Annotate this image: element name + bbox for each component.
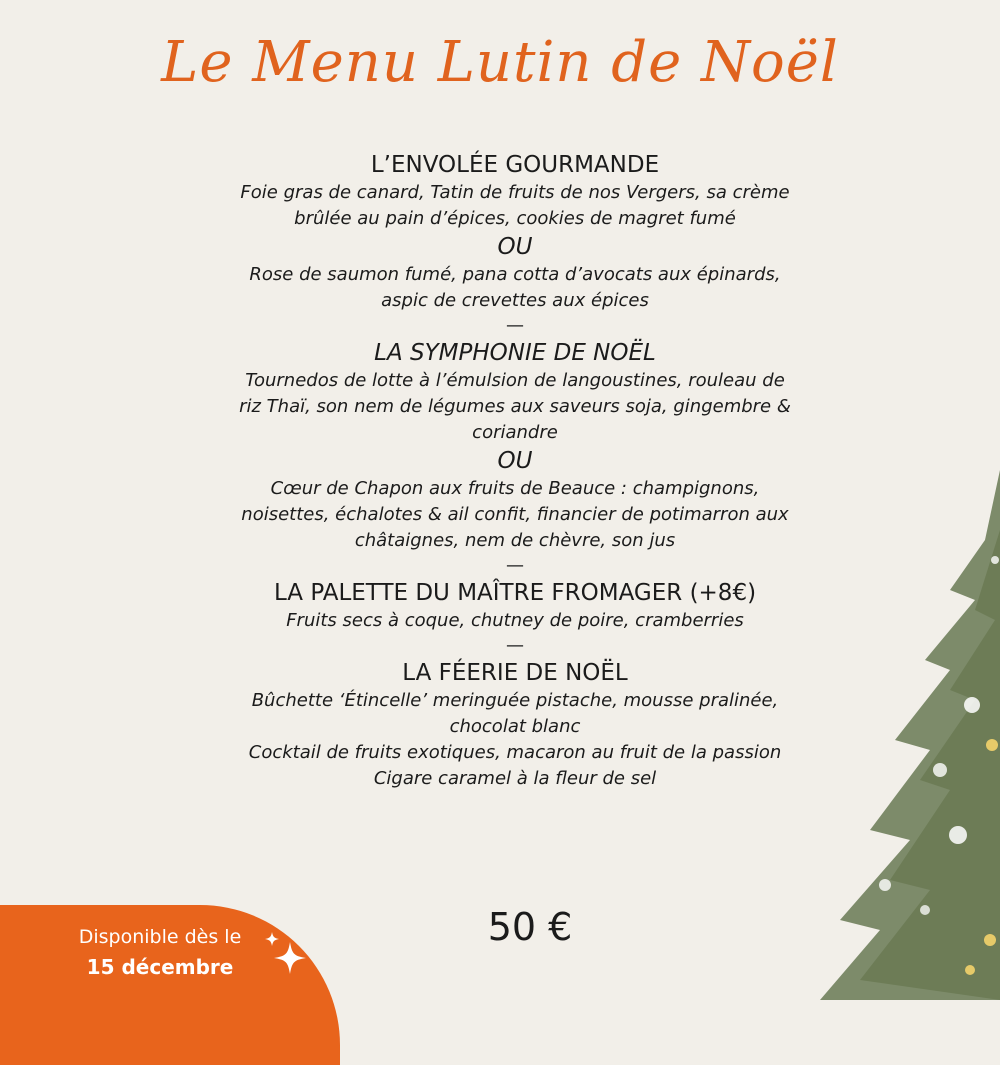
dessert-line: Cocktail de fruits exotiques, macaron au fruit de la passion: [248, 742, 782, 763]
plat-option1-line: Tournedos de lotte à l’émulsion de langoustines, rouleau de: [245, 370, 785, 391]
menu-price: 50 €: [487, 905, 573, 949]
course-heading-plat: LA SYMPHONIE DE NOËL: [374, 340, 656, 366]
menu-content: [200, 150, 830, 792]
separator: —: [506, 555, 524, 576]
plat-option1-line: riz Thaï, son nem de légumes aux saveurs soja, gingembre &: [239, 396, 791, 417]
entree-option2-line: aspic de crevettes aux épices: [381, 290, 649, 311]
separator: —: [506, 315, 524, 336]
dessert-line: chocolat blanc: [449, 716, 581, 737]
availability-date: 15 décembre: [86, 955, 234, 979]
entree-option1-line: Foie gras de canard, Tatin de fruits de nos Vergers, sa crème: [240, 182, 790, 203]
sparkle-icon: [262, 928, 310, 984]
course-heading-dessert: LA FÉERIE DE NOËL: [402, 660, 628, 686]
plat-option2-line: noisettes, échalotes & ail confit, financier de potimarron aux: [241, 504, 789, 525]
menu-title: Le Menu Lutin de Noël: [161, 30, 839, 95]
plat-option1-line: coriandre: [472, 422, 558, 443]
fromage-line: Fruits secs à coque, chutney de poire, cramberries: [286, 610, 744, 631]
dessert-line: Cigare caramel à la fleur de sel: [373, 768, 657, 789]
plat-option2-line: Cœur de Chapon aux fruits de Beauce : champignons,: [270, 478, 760, 499]
entree-option1-line: brûlée au pain d’épices, cookies de magret fumé: [294, 208, 736, 229]
separator: —: [506, 635, 524, 656]
course-heading-fromage: LA PALETTE DU MAÎTRE FROMAGER (+8€): [273, 580, 757, 606]
course-heading-entree: L’ENVOLÉE GOURMANDE: [370, 152, 660, 178]
christmas-tree-illustration: [800, 470, 1000, 1000]
availability-text: Disponible dès le: [78, 926, 242, 948]
dessert-line: Bûchette ‘Étincelle’ meringuée pistache, mousse pralinée,: [251, 690, 779, 711]
plat-option2-line: châtaignes, nem de chèvre, son jus: [354, 530, 676, 551]
entree-option2-line: Rose de saumon fumé, pana cotta d’avocats aux épinards,: [249, 264, 781, 285]
or-label: OU: [497, 234, 533, 260]
or-label: OU: [497, 448, 533, 474]
